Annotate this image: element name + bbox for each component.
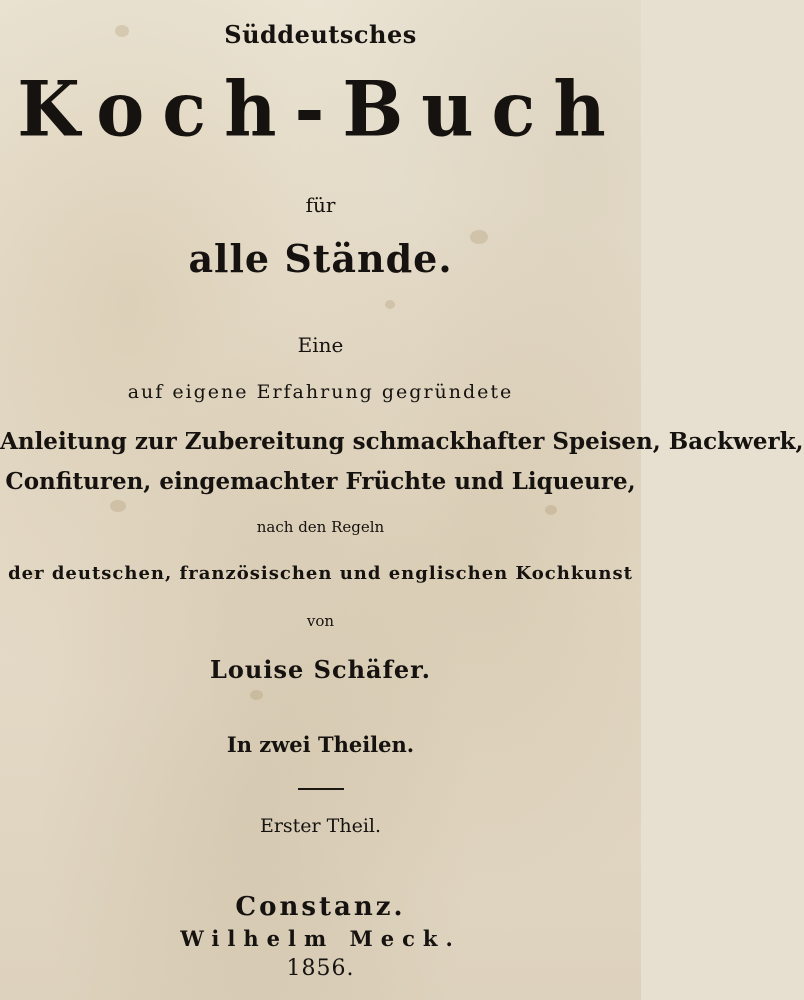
author-name: Louise Schäfer. <box>210 655 431 684</box>
main-title: Koch-Buch <box>17 63 624 154</box>
stain <box>250 690 263 700</box>
von-text: von <box>306 612 335 630</box>
stain <box>545 505 557 515</box>
description-line-4: nach den Regeln <box>256 518 385 536</box>
volumes-note: In zwei Theilen. <box>226 732 415 757</box>
place-of-publication: Constanz. <box>235 892 406 922</box>
stain <box>385 300 395 309</box>
description-line-1: auf eigene Erfahrung gegründete <box>127 381 514 403</box>
publication-year: 1856. <box>286 956 355 981</box>
eine-text: Eine <box>297 333 344 357</box>
fuer-text: für <box>305 193 336 217</box>
part-label: Erster Theil. <box>259 815 382 837</box>
divider-rule <box>298 788 344 790</box>
subtitle: alle Stände. <box>188 236 453 281</box>
description-line-2: Anleitung zur Zubereitung schmackhafter Speisen, Backwerk, <box>0 428 804 455</box>
description-line-3: Confituren, eingemachter Früchte und Liqueure, <box>5 468 636 495</box>
description-line-5: der deutschen, französischen und englischen Kochkunst <box>8 563 633 584</box>
publisher-name: Wilhelm Meck. <box>180 926 461 951</box>
stain <box>110 500 126 512</box>
kicker-title: Süddeutsches <box>224 20 417 49</box>
